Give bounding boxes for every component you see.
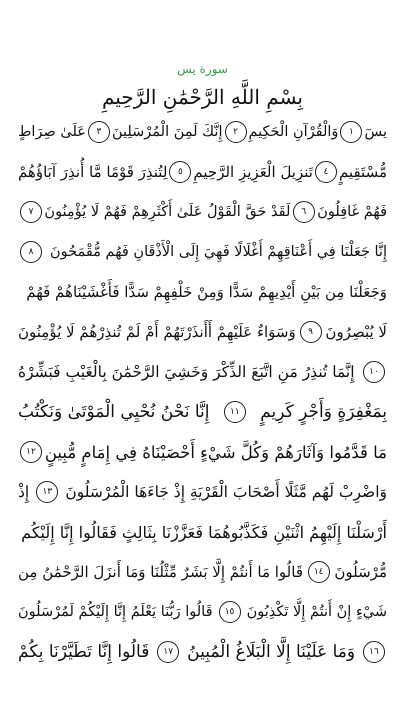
verse-text: وَمَا عَلَيْنَا إِلَّا الْبَلَاغُ الْمُبِينُ bbox=[187, 642, 356, 662]
text-line bbox=[18, 112, 387, 152]
ayah-number-marker: ١١ bbox=[224, 401, 246, 423]
ayah-number-marker: ١٤ bbox=[308, 561, 330, 583]
text-line bbox=[18, 352, 387, 392]
text-line bbox=[18, 392, 387, 432]
text-line bbox=[18, 272, 387, 312]
verse-text: إِذْ bbox=[18, 483, 30, 501]
text-line bbox=[18, 312, 387, 352]
verse-text: قَالُوا مَا أَنتُمْ إِلَّا بَشَرٌ مِّثْلُنَا وَمَا أَنزَلَ الرَّحْمَٰنُ مِن bbox=[18, 563, 303, 581]
ayah-number-marker: ٤ bbox=[315, 161, 337, 183]
verse-text: وَسَوَاءٌ عَلَيْهِمْ أَأَنذَرْتَهُمْ أَمْ لَمْ تُنذِرْهُمْ لَا يُؤْمِنُونَ bbox=[18, 323, 296, 341]
ayah-number-marker: ١ bbox=[340, 121, 362, 143]
ayah-number-marker: ٣ bbox=[88, 121, 110, 143]
ayah-number-marker: ١٣ bbox=[36, 481, 58, 503]
ayah-number-marker: ٩ bbox=[300, 321, 322, 343]
verse-text: مُّرْسَلُونَ bbox=[334, 563, 387, 581]
verse-text: فَهُمْ غَافِلُونَ bbox=[317, 204, 387, 220]
verse-text: قَالُوا رَبُّنَا يَعْلَمُ إِنَّا إِلَيْكُمْ لَمُرْسَلُونَ bbox=[18, 604, 213, 620]
verse-text: تَنزِيلَ الْعَزِيزِ الرَّحِيمِ bbox=[193, 163, 313, 181]
text-line bbox=[18, 232, 387, 272]
verse-text: إِنَّا جَعَلْنَا فِي أَعْنَاقِهِمْ أَغْلَالًا فَهِيَ إِلَى الْأَذْقَانِ فَهُم مُّقْمَحُونَ bbox=[49, 244, 387, 260]
verse-text: وَالْقُرْآنِ الْحَكِيمِ bbox=[248, 124, 339, 140]
verse-text: قَالُوا إِنَّا تَطَيَّرْنَا بِكُمْ bbox=[18, 642, 150, 662]
ayah-number-marker: ٨ bbox=[20, 241, 42, 263]
text-line bbox=[18, 632, 387, 672]
ayah-number-marker: ١٢ bbox=[20, 441, 42, 463]
verse-text: مَا قَدَّمُوا وَآثَارَهُمْ وَكُلَّ شَيْءٍ أَحْصَيْنَاهُ فِي إِمَامٍ مُّبِينٍ bbox=[44, 442, 387, 462]
ayah-number-marker: ١٦ bbox=[363, 641, 385, 663]
text-line bbox=[18, 192, 387, 232]
verse-text: لَقَدْ حَقَّ الْقَوْلُ عَلَىٰ أَكْثَرِهِمْ فَهُمْ لَا يُؤْمِنُونَ bbox=[44, 204, 291, 220]
verse-text: إِنَّكَ لَمِنَ الْمُرْسَلِينَ bbox=[111, 124, 223, 140]
verse-text: إِنَّا نَحْنُ نُحْيِي الْمَوْتَىٰ وَنَكْتُبُ bbox=[18, 402, 210, 422]
ayah-number-marker: ١٥ bbox=[219, 601, 241, 623]
verse-text: لَا يُبْصِرُونَ bbox=[325, 323, 387, 341]
text-line bbox=[18, 152, 387, 192]
ayah-number-marker: ٥ bbox=[169, 161, 191, 183]
basmala: بِسْمِ اللَّهِ الرَّحْمَٰنِ الرَّحِيمِ bbox=[101, 85, 303, 109]
ayah-number-marker: ٢ bbox=[225, 121, 247, 143]
verse-text: بِمَغْفِرَةٍ وَأَجْرٍ كَرِيمٍ bbox=[260, 402, 387, 422]
text-line bbox=[18, 432, 387, 472]
verse-text: إِنَّمَا تُنذِرُ مَنِ اتَّبَعَ الذِّكْرَ وَخَشِيَ الرَّحْمَٰنَ بِالْغَيْبِ فَبَشِّرْهُ bbox=[18, 363, 355, 381]
verse-text: أَرْسَلْنَا إِلَيْهِمُ اثْنَيْنِ فَكَذَّبُوهُمَا فَعَزَّزْنَا بِثَالِثٍ فَقَالُوا إِنَّا إِلَيْكُم bbox=[21, 522, 387, 542]
verse-text: مُّسْتَقِيمٍ bbox=[338, 163, 387, 181]
verse-text: يسٓ bbox=[364, 124, 387, 140]
ayah-number-marker: ٦ bbox=[293, 201, 315, 223]
ayah-number-marker: ١٧ bbox=[157, 641, 179, 663]
verse-text: وَجَعَلْنَا مِن بَيْنِ أَيْدِيهِمْ سَدًّا وَمِنْ خَلْفِهِمْ سَدًّا فَأَغْشَيْنَاهُمْ فَهُمْ bbox=[26, 283, 387, 301]
ayah-number-marker: ١٠ bbox=[363, 361, 385, 383]
text-line bbox=[18, 472, 387, 512]
verse-text: لِتُنذِرَ قَوْمًا مَّا أُنذِرَ آبَاؤُهُمْ bbox=[18, 163, 168, 181]
ayah-number-marker: ٧ bbox=[20, 201, 42, 223]
text-line bbox=[18, 592, 387, 632]
verse-text: وَاضْرِبْ لَهُم مَّثَلًا أَصْحَابَ الْقَرْيَةِ إِذْ جَاءَهَا الْمُرْسَلُونَ bbox=[65, 483, 387, 501]
verse-text: شَيْءٍ إِنْ أَنتُمْ إِلَّا تَكْذِبُونَ bbox=[246, 604, 387, 620]
verse-text: عَلَىٰ صِرَاطٍ bbox=[18, 124, 86, 140]
surah-title: سورة يس bbox=[177, 62, 228, 76]
verse-lines bbox=[18, 112, 387, 672]
text-line bbox=[18, 512, 387, 552]
text-line bbox=[18, 552, 387, 592]
